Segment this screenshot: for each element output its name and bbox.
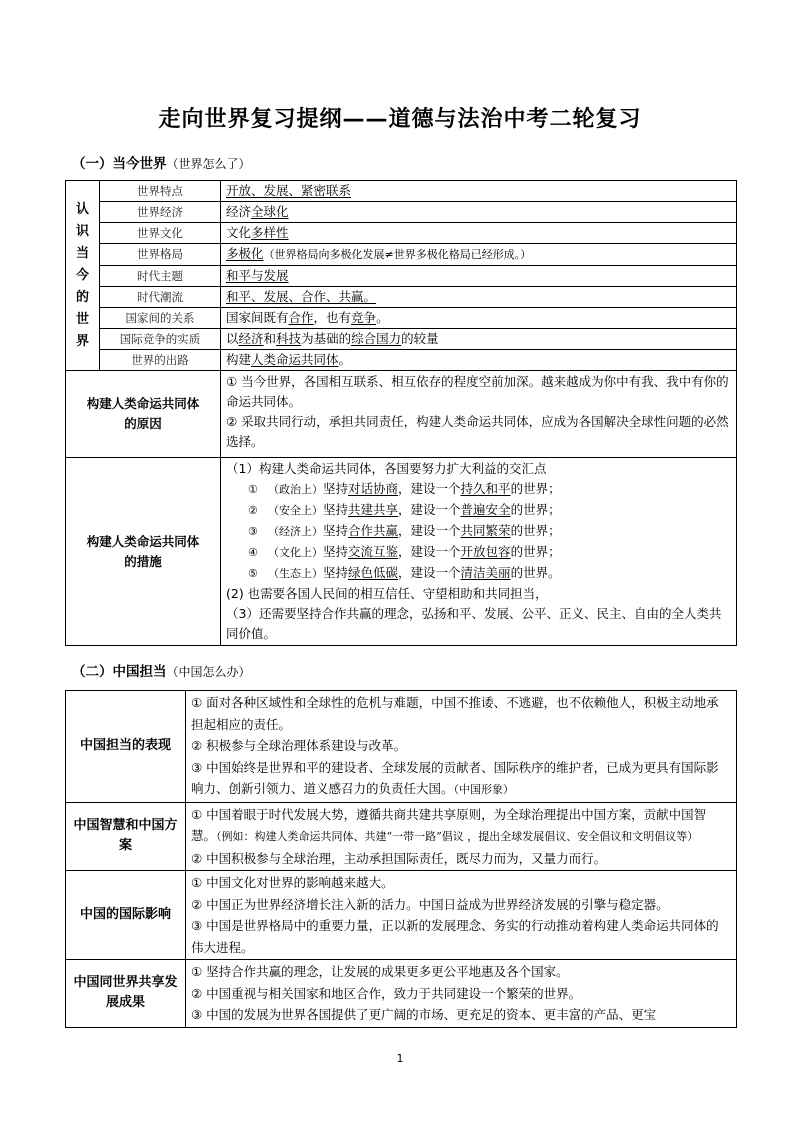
list-item: ① 坚持合作共赢的理念，让发展的成果更多更公平地惠及各个国家。 bbox=[191, 964, 569, 979]
section-heading-2-note: （中国怎么办） bbox=[166, 665, 251, 679]
list-item: (2) 也需要各国人民间的相互信任、守望相助和共同担当， bbox=[226, 586, 548, 601]
row-heading: 中国担当的表现 bbox=[66, 691, 186, 803]
list-item: ① （政治上）坚持对话协商，建设一个持久和平的世界； bbox=[248, 481, 561, 496]
china-role-table bbox=[65, 690, 737, 1028]
list-item: ② 采取共同行动，承担共同责任，构建人类命运共同体，应成为各国解决全球性问题的必然选择。 bbox=[226, 414, 729, 449]
list-item: ① 面对各种区域性和全球性的危机与难题，中国不推诿、不逃避，也不依赖他人，积极主动地承担起相应的责任。 bbox=[191, 695, 719, 732]
row-label: 国家间的关系 bbox=[100, 308, 221, 329]
row-heading: 中国的国际影响 bbox=[66, 871, 186, 960]
table-row bbox=[66, 691, 737, 803]
row-heading: 中国同世界共享发展成果 bbox=[66, 960, 186, 1028]
row-content: 和平与发展 bbox=[221, 266, 737, 287]
table-row bbox=[66, 287, 737, 308]
row-content bbox=[186, 691, 737, 803]
list-item: ② 积极参与全球治理体系建设与改革。 bbox=[191, 738, 407, 753]
list-item: ① 当今世界，各国相互联系、相互依存的程度空前加深。越来越成为你中有我、我中有你的命运共同体。 bbox=[226, 374, 729, 409]
row-content bbox=[186, 802, 737, 871]
row-label: 时代主题 bbox=[100, 266, 221, 287]
table-row bbox=[66, 329, 737, 350]
list-item: （3）还需要坚持合作共赢的理念，弘扬和平、发展、公平、正义、民主、自由的全人类共同价值。 bbox=[226, 606, 722, 641]
reasons-heading: 构建人类命运共同体 的原因 bbox=[66, 371, 221, 458]
row-content bbox=[186, 871, 737, 960]
list-item: ② 中国重视与相关国家和地区合作，致力于共同建设一个繁荣的世界。 bbox=[191, 985, 582, 1001]
list-item: ② 中国积极参与全球治理，主动承担国际责任，既尽力而为，又量力而行。 bbox=[191, 850, 607, 866]
section-heading-2-text: （二）中国担当 bbox=[72, 664, 167, 680]
list-item: ⑤ （生态上）坚持绿色低碳，建设一个清洁美丽的世界。 bbox=[248, 565, 561, 580]
row-label: 世界特点 bbox=[100, 181, 221, 202]
list-item: （1）构建人类命运共同体，各国要努力扩大利益的交汇点 bbox=[226, 461, 547, 476]
row-content: 开放、发展、紧密联系 bbox=[221, 181, 737, 202]
row-content: 以经济和科技为基础的综合国力的较量 bbox=[221, 329, 737, 350]
table-row bbox=[66, 350, 737, 371]
list-item: ③ 中国是世界格局中的重要力量，正以新的发展理念、务实的行动推动着构建人类命运共同体的伟大进程。 bbox=[191, 918, 719, 955]
page-title: 走向世界复习提纲——道德与法治中考二轮复习 bbox=[158, 107, 642, 132]
table-row bbox=[66, 960, 737, 1028]
list-item: ① 中国文化对世界的影响越来越大。 bbox=[191, 875, 394, 890]
table-row bbox=[66, 266, 737, 287]
table-row bbox=[66, 458, 737, 646]
table-row bbox=[66, 802, 737, 871]
reasons-content bbox=[221, 371, 737, 458]
table-row bbox=[66, 871, 737, 960]
row-label: 国际竞争的实质 bbox=[100, 329, 221, 350]
row-label: 世界的出路 bbox=[100, 350, 221, 371]
row-content: 和平、发展、合作、共赢。 bbox=[221, 287, 737, 308]
current-world-table bbox=[65, 180, 737, 646]
table-row bbox=[66, 308, 737, 329]
row-label: 世界文化 bbox=[100, 223, 221, 244]
list-item: ② 中国正为世界经济增长注入新的活力。中国日益成为世界经济发展的引擎与稳定器。 bbox=[191, 896, 669, 912]
row-content: 构建人类命运共同体。 bbox=[221, 350, 737, 371]
section-heading-2 bbox=[72, 660, 251, 680]
list-item: ③ 中国始终是世界和平的建设者、全球发展的贡献者、国际秩序的维护者，已成为更具有国际影响力、创新引领力、道义感召力的负责任大国。（中国形象） bbox=[191, 759, 719, 796]
list-item: ② （安全上）坚持共建共享，建设一个普遍安全的世界； bbox=[248, 502, 561, 517]
row-content: 国家间既有合作，也有竞争。 bbox=[221, 308, 737, 329]
section-heading-1-note: （世界怎么了） bbox=[166, 157, 251, 171]
row-label: 时代潮流 bbox=[100, 287, 221, 308]
list-item: ④ （文化上）坚持交流互鉴，建设一个开放包容的世界； bbox=[248, 544, 561, 559]
table-row bbox=[66, 371, 737, 458]
table-row bbox=[66, 244, 737, 266]
row-content: 文化多样性 bbox=[221, 223, 737, 244]
table-row bbox=[66, 181, 737, 202]
list-item: ① 中国着眼于时代发展大势，遵循共商共建共享原则，为全球治理提出中国方案，贡献中国智慧。（例如：构建人类命运共同体、共建“一带一路”倡议 ，提出全球发展倡议、安全倡议和文明倡议等） bbox=[191, 806, 707, 843]
list-item: ③ （经济上）坚持合作共赢，建设一个共同繁荣的世界； bbox=[248, 523, 561, 538]
page-number: 1 bbox=[396, 1052, 404, 1065]
table-row bbox=[66, 223, 737, 244]
table-row bbox=[66, 202, 737, 223]
row-label: 世界经济 bbox=[100, 202, 221, 223]
vertical-label: 认 识 当 今 的 世 界 bbox=[66, 181, 100, 371]
section-heading-1 bbox=[72, 152, 251, 172]
section-heading-1-text: （一）当今世界 bbox=[72, 156, 167, 172]
list-item: ③ 中国的发展为世界各国提供了更广阔的市场、更充足的资本、更丰富的产品、更宝 bbox=[191, 1007, 657, 1022]
row-content: 经济全球化 bbox=[221, 202, 737, 223]
row-content: 多极化（世界格局向多极化发展≠世界多极化格局已经形成。） bbox=[221, 244, 737, 266]
row-content bbox=[186, 960, 737, 1028]
measures-heading: 构建人类命运共同体 的措施 bbox=[66, 458, 221, 646]
row-label: 世界格局 bbox=[100, 244, 221, 266]
row-heading: 中国智慧和中国方案 bbox=[66, 802, 186, 871]
measures-content bbox=[221, 458, 737, 646]
